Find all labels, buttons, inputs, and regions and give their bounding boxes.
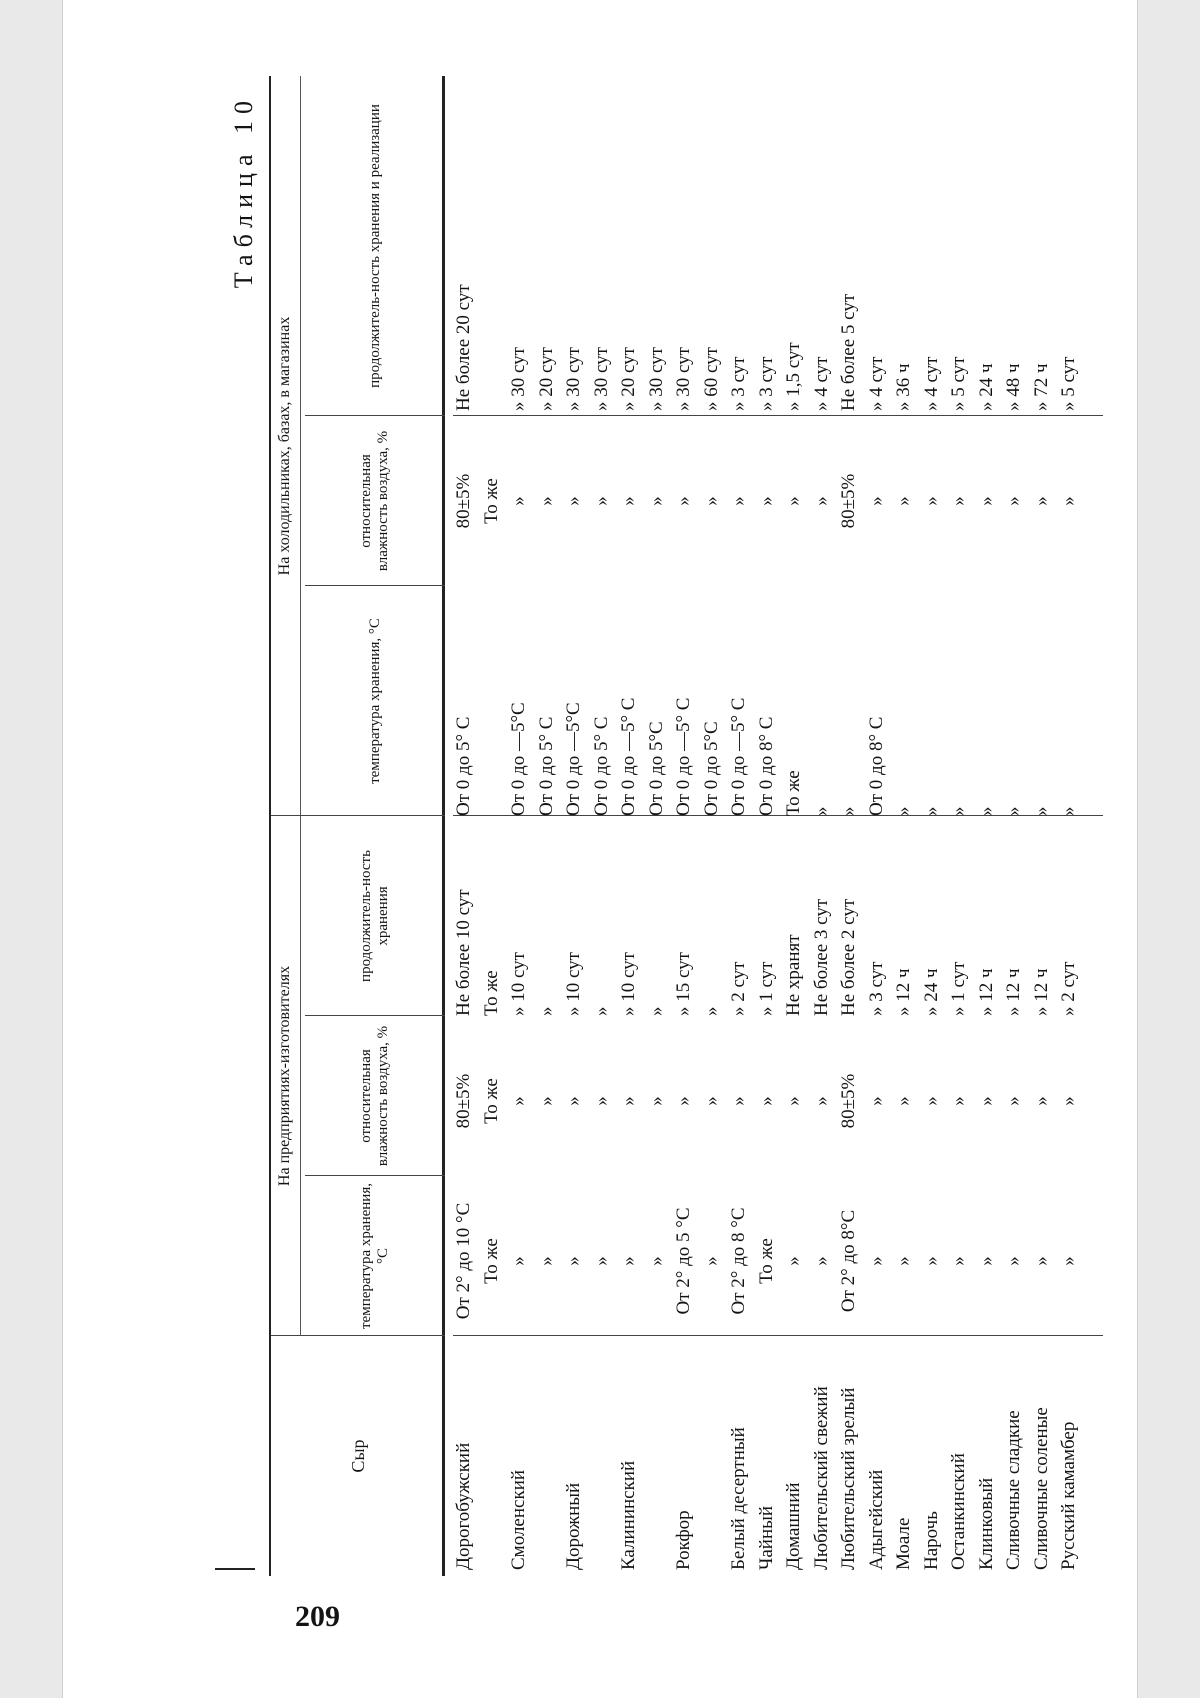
- cell-duration-1: » 2 сут: [728, 961, 749, 1016]
- cell-duration-2: » 72 ч: [1030, 363, 1052, 411]
- cell-temp-1: »: [563, 1256, 584, 1266]
- cell-temp-1: »: [535, 1256, 557, 1266]
- header-temp-1: температура хранения, °С: [358, 1183, 391, 1329]
- cell-temp-1: »: [700, 1256, 722, 1266]
- cell-cheese-name: Любительский свежий: [810, 1386, 832, 1570]
- table-row: [536, 76, 558, 1576]
- cell-duration-1: »: [700, 1006, 722, 1016]
- cell-humidity-2: »: [920, 496, 942, 506]
- cell-temp-1: »: [920, 1256, 942, 1266]
- cell-cheese-name: Адыгейский: [865, 1469, 887, 1570]
- cell-humidity-2: То же: [480, 478, 502, 524]
- cell-cheese-name: Белый десертный: [728, 1427, 749, 1570]
- table-row: [563, 76, 585, 1576]
- cell-cheese-name: Нарочь: [920, 1511, 942, 1570]
- cell-humidity-1: »: [755, 1096, 777, 1106]
- cell-humidity-1: »: [783, 1096, 804, 1106]
- cell-temp-2: От 0 до 8° С: [755, 716, 777, 816]
- header-humidity-1: относительная влажность воздуха, %: [358, 1025, 391, 1167]
- cell-cheese-name: [536, 1350, 558, 1570]
- table-row: [508, 76, 530, 1576]
- cell-duration-1: » 12 ч: [975, 968, 997, 1016]
- cell-duration-2: » 30 сут: [645, 347, 667, 411]
- cell-humidity-2: »: [700, 496, 722, 506]
- cell-duration-1: » 24 ч: [920, 968, 942, 1016]
- cell-duration-2: » 5 сут: [1058, 356, 1079, 411]
- cell-duration-2: » 30 сут: [508, 347, 529, 411]
- cell-humidity-1: »: [920, 1096, 942, 1106]
- cell-temp-1: »: [1003, 1256, 1024, 1266]
- cell-duration-2: » 60 сут: [700, 347, 722, 411]
- cell-temp-2: От 0 до 5°С: [700, 721, 722, 816]
- cell-duration-1: » 10 сут: [563, 952, 584, 1016]
- cell-temp-2: [481, 586, 503, 816]
- cell-cheese-name: Калининский: [618, 1460, 639, 1570]
- cell-cheese-name: Дорогобужский: [453, 1442, 474, 1570]
- cell-humidity-2: »: [975, 496, 997, 506]
- cell-temp-2: От 0 до 5° С: [535, 716, 557, 816]
- cell-cheese-name: [591, 1350, 613, 1570]
- cell-cheese-name: Останкинский: [948, 1453, 969, 1570]
- cell-duration-1: » 1 сут: [948, 961, 969, 1016]
- cell-duration-2: » 30 сут: [673, 347, 694, 411]
- cell-duration-1: » 12 ч: [1030, 968, 1052, 1016]
- cell-humidity-1: »: [1058, 1096, 1079, 1106]
- cell-duration-1: Не более 3 сут: [810, 898, 832, 1016]
- cell-humidity-1: »: [893, 1096, 914, 1106]
- cell-duration-1: » 3 сут: [865, 961, 887, 1016]
- cell-humidity-1: »: [865, 1096, 887, 1106]
- cell-duration-1: » 10 сут: [508, 952, 529, 1016]
- cell-temp-2: »: [893, 806, 914, 816]
- cell-duration-2: » 48 ч: [1003, 363, 1024, 411]
- cell-duration-1: » 15 сут: [673, 952, 694, 1016]
- cell-humidity-1: »: [948, 1096, 969, 1106]
- cell-humidity-2: »: [508, 496, 529, 506]
- table-row: [673, 76, 695, 1576]
- header-humidity-2: относительная влажность воздуха, %: [358, 430, 391, 572]
- cell-humidity-2: »: [783, 496, 804, 506]
- cell-temp-1: »: [590, 1256, 612, 1266]
- cell-cheese-name: Клинковый: [975, 1477, 997, 1570]
- cell-duration-1: » 10 сут: [618, 952, 639, 1016]
- cell-humidity-2: »: [645, 496, 667, 506]
- cell-temp-2: »: [810, 806, 832, 816]
- cell-humidity-1: 80±5%: [453, 1073, 474, 1129]
- cell-duration-1: Не более 2 сут: [838, 898, 859, 1016]
- cell-duration-2: » 30 сут: [590, 347, 612, 411]
- table-row: [756, 76, 778, 1576]
- cell-cheese-name: Смоленский: [508, 1469, 529, 1570]
- cell-humidity-2: »: [590, 496, 612, 506]
- cell-cheese-name: Чайный: [755, 1505, 777, 1570]
- table-row: [866, 76, 888, 1576]
- table-row: [1058, 76, 1080, 1576]
- cell-humidity-1: »: [1030, 1096, 1052, 1106]
- cell-humidity-1: »: [645, 1096, 667, 1106]
- cell-temp-2: От 0 до 5° С: [590, 716, 612, 816]
- cell-temp-1: От 2° до 5 °С: [673, 1207, 694, 1315]
- cell-temp-1: »: [645, 1256, 667, 1266]
- cell-duration-2: » 1,5 сут: [783, 342, 804, 411]
- cell-cheese-name: Русский камамбер: [1058, 1421, 1079, 1570]
- cell-temp-1: »: [948, 1256, 969, 1266]
- cell-humidity-2: »: [810, 496, 832, 506]
- book-page: [62, 0, 1138, 1698]
- cell-cheese-name: Дорожный: [563, 1482, 584, 1570]
- cell-cheese-name: Сливочные сладкие: [1003, 1410, 1024, 1570]
- cell-temp-1: »: [783, 1256, 804, 1266]
- cell-temp-2: От 0 до 8° С: [865, 716, 887, 816]
- cell-humidity-2: »: [618, 496, 639, 506]
- cell-temp-2: То же: [783, 770, 804, 816]
- cell-temp-2: »: [1030, 806, 1052, 816]
- header-group-manufacturers: На предприятиях-изготовителях: [271, 816, 301, 1336]
- table-row: [976, 76, 998, 1576]
- cell-temp-2: »: [975, 806, 997, 816]
- table-row: [481, 76, 503, 1576]
- table-row: [838, 76, 860, 1576]
- cell-humidity-2: »: [1058, 496, 1079, 506]
- table-row: [1031, 76, 1053, 1576]
- cell-temp-1: От 2° до 8 °С: [728, 1207, 749, 1315]
- cell-humidity-2: 80±5%: [838, 473, 859, 529]
- cell-duration-2: Не более 20 сут: [453, 284, 474, 411]
- cell-cheese-name: Любительский зрелый: [838, 1387, 859, 1570]
- cell-humidity-2: »: [1030, 496, 1052, 506]
- rotated-table: [229, 76, 1109, 1576]
- cell-duration-1: »: [645, 1006, 667, 1016]
- cell-temp-2: »: [1003, 806, 1024, 816]
- cell-cheese-name: Домашний: [783, 1482, 804, 1570]
- cell-duration-2: » 3 сут: [755, 356, 777, 411]
- header-duration-1: продолжитель-ность хранения: [358, 850, 391, 982]
- cell-humidity-2: »: [535, 496, 557, 506]
- cell-humidity-2: »: [728, 496, 749, 506]
- table-row: [921, 76, 943, 1576]
- cell-humidity-1: »: [728, 1096, 749, 1106]
- table-row: [1003, 76, 1025, 1576]
- cell-duration-2: » 3 сут: [728, 356, 749, 411]
- cell-duration-2: » 5 сут: [948, 356, 969, 411]
- table-caption: Таблица 10: [229, 94, 258, 289]
- table-header: [269, 76, 445, 1576]
- cell-temp-1: От 2° до 8°С: [838, 1209, 859, 1313]
- cell-duration-1: » 12 ч: [1003, 968, 1024, 1016]
- cell-humidity-1: »: [618, 1096, 639, 1106]
- cell-temp-1: То же: [755, 1238, 777, 1284]
- cell-temp-2: »: [948, 806, 969, 816]
- cell-humidity-1: »: [535, 1096, 557, 1106]
- cell-temp-1: »: [1030, 1256, 1052, 1266]
- header-cheese: Сыр: [347, 1439, 368, 1473]
- cell-temp-1: »: [618, 1256, 639, 1266]
- cell-duration-2: » 4 сут: [920, 356, 942, 411]
- cell-duration-2: » 30 сут: [563, 347, 584, 411]
- cell-duration-1: Не хранят: [783, 934, 804, 1016]
- cell-duration-2: » 4 сут: [810, 356, 832, 411]
- table-row: [893, 76, 915, 1576]
- cell-duration-2: » 4 сут: [865, 356, 887, 411]
- cell-humidity-2: »: [865, 496, 887, 506]
- cell-duration-1: » 12 ч: [893, 968, 914, 1016]
- cell-cheese-name: Сливочные соленые: [1030, 1407, 1052, 1570]
- cell-temp-1: »: [508, 1256, 529, 1266]
- header-duration-2: продолжитель-ность хранения и реализации: [366, 104, 383, 388]
- cell-duration-2: » 20 сут: [618, 347, 639, 411]
- table-row: [728, 76, 750, 1576]
- cell-humidity-1: 80±5%: [838, 1073, 859, 1129]
- table-row: [948, 76, 970, 1576]
- header-group-storage: На холодильниках, базах, в магазинах: [271, 76, 301, 816]
- cell-cheese-name: Моале: [893, 1517, 914, 1570]
- cell-duration-1: То же: [480, 970, 502, 1016]
- table-row: [783, 76, 805, 1576]
- cell-humidity-1: »: [700, 1096, 722, 1106]
- header-temp-2: температура хранения, °С: [366, 618, 383, 784]
- cell-humidity-1: »: [563, 1096, 584, 1106]
- table-body: [453, 76, 1103, 1576]
- cell-duration-1: Не более 10 сут: [453, 889, 474, 1016]
- cell-humidity-1: »: [975, 1096, 997, 1106]
- cell-cheese-name: [701, 1350, 723, 1570]
- cell-temp-2: От 0 до —5° С: [728, 697, 749, 816]
- cell-humidity-1: »: [590, 1096, 612, 1106]
- cell-temp-2: От 0 до —5°С: [563, 702, 584, 816]
- cell-temp-1: От 2° до 10 °С: [453, 1202, 474, 1320]
- cell-cheese-name: Рокфор: [673, 1510, 694, 1570]
- cell-humidity-2: »: [893, 496, 914, 506]
- cell-duration-2: » 24 ч: [975, 363, 997, 411]
- table-row: [618, 76, 640, 1576]
- cell-duration-2: [481, 81, 503, 411]
- cell-cheese-name: [646, 1350, 668, 1570]
- cell-temp-1: »: [865, 1256, 887, 1266]
- table-row: [701, 76, 723, 1576]
- cell-temp-2: От 0 до —5° С: [673, 697, 694, 816]
- page-number: 209: [295, 1600, 340, 1633]
- cell-humidity-1: »: [673, 1096, 694, 1106]
- cell-temp-2: От 0 до 5° С: [453, 716, 474, 816]
- cell-temp-1: »: [810, 1256, 832, 1266]
- cell-cheese-name: [481, 1350, 503, 1570]
- cell-temp-2: От 0 до —5° С: [618, 697, 639, 816]
- cell-humidity-1: То же: [480, 1078, 502, 1124]
- table-row: [811, 76, 833, 1576]
- cell-temp-2: »: [920, 806, 942, 816]
- cell-humidity-1: »: [1003, 1096, 1024, 1106]
- cell-duration-1: » 1 сут: [755, 961, 777, 1016]
- cell-temp-1: »: [975, 1256, 997, 1266]
- cell-humidity-1: »: [810, 1096, 832, 1106]
- cell-temp-2: »: [1058, 806, 1079, 816]
- cell-humidity-2: »: [563, 496, 584, 506]
- cell-temp-1: То же: [480, 1238, 502, 1284]
- table-row: [646, 76, 668, 1576]
- cell-humidity-2: »: [1003, 496, 1024, 506]
- cell-temp-1: »: [1058, 1256, 1079, 1266]
- cell-temp-1: »: [893, 1256, 914, 1266]
- cell-humidity-2: 80±5%: [453, 473, 474, 529]
- cell-duration-2: » 36 ч: [893, 363, 914, 411]
- cell-temp-2: От 0 до 5°С: [645, 721, 667, 816]
- cell-humidity-2: »: [948, 496, 969, 506]
- cell-duration-1: »: [535, 1006, 557, 1016]
- cell-duration-1: »: [590, 1006, 612, 1016]
- cell-duration-2: Не более 5 сут: [838, 293, 859, 411]
- cell-humidity-1: »: [508, 1096, 529, 1106]
- table-row: [591, 76, 613, 1576]
- cell-temp-2: От 0 до —5°С: [508, 702, 529, 816]
- table-row: [453, 76, 475, 1576]
- cell-duration-1: » 2 сут: [1058, 961, 1079, 1016]
- cell-duration-2: » 20 сут: [535, 347, 557, 411]
- cell-humidity-2: »: [673, 496, 694, 506]
- cell-humidity-2: »: [755, 496, 777, 506]
- cell-temp-2: »: [838, 806, 859, 816]
